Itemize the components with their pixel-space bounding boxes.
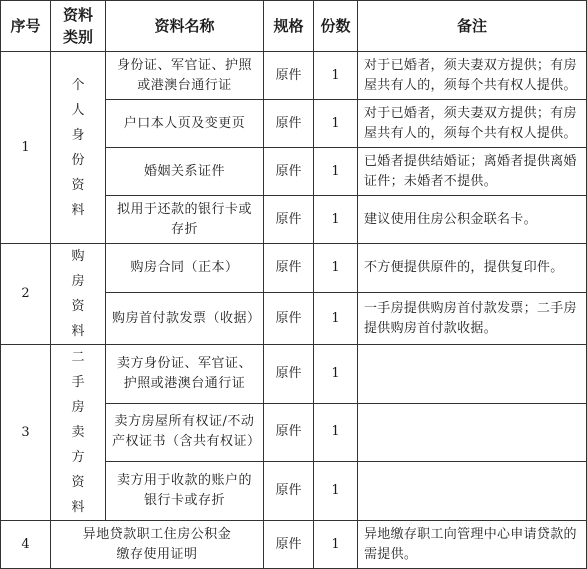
group-category-cell <box>51 52 106 244</box>
category-char: 料 <box>71 202 85 218</box>
remark-cell <box>358 403 587 462</box>
category-char: 身 <box>71 127 85 143</box>
material-name-cell: 卖方房屋所有权证/不动产权证书（含共有权证） <box>106 403 264 462</box>
spec-cell: 原件 <box>264 244 314 293</box>
table-row <box>1 345 587 404</box>
material-name-cell: 户口本人页及变更页 <box>106 100 264 148</box>
remark-cell: 不方便提供原件的，提供复印件。 <box>358 244 587 293</box>
remark-cell: 对于已婚者，须夫妻双方提供；有房屋共有人的，须每个共有权人提供。 <box>358 100 587 148</box>
spec-cell: 原件 <box>264 148 314 196</box>
copies-cell: 1 <box>314 345 358 404</box>
category-char: 方 <box>71 450 85 465</box>
header-category: 资料类别 <box>51 1 106 52</box>
category-char: 手 <box>71 375 85 390</box>
remark-cell: 已婚者提供结婚证；离婚者提供离婚证件；未婚者不提供。 <box>358 148 587 196</box>
remark-cell: 对于已婚者，须夫妻双方提供；有房屋共有人的，须每个共有权人提供。 <box>358 52 587 100</box>
copies-cell: 1 <box>314 521 358 569</box>
header-copies: 份数 <box>314 1 358 52</box>
category-char: 料 <box>71 324 85 339</box>
header-remark: 备注 <box>358 1 587 52</box>
copies-cell: 1 <box>314 462 358 521</box>
category-char: 资 <box>71 177 85 193</box>
material-name-cell: 购房首付款发票（收据） <box>106 293 264 345</box>
material-name-cell: 拟用于还款的银行卡或存折 <box>106 196 264 244</box>
category-char: 料 <box>71 500 85 515</box>
spec-cell: 原件 <box>264 403 314 462</box>
material-name-cell: 卖方身份证、军官证、护照或港澳台通行证 <box>106 345 264 404</box>
material-name-cell: 购房合同（正本） <box>106 244 264 293</box>
category-char: 卖 <box>71 425 85 440</box>
remark-cell <box>358 345 587 404</box>
header-row <box>1 1 587 52</box>
group-category-cell <box>51 345 106 521</box>
copies-cell: 1 <box>314 244 358 293</box>
copies-cell: 1 <box>314 148 358 196</box>
spec-cell: 原件 <box>264 345 314 404</box>
table-row <box>1 521 587 569</box>
spec-cell: 原件 <box>264 521 314 569</box>
copies-cell: 1 <box>314 100 358 148</box>
material-name-cell: 卖方用于收款的账户的银行卡或存折 <box>106 462 264 521</box>
category-char: 资 <box>71 475 85 490</box>
copies-cell: 1 <box>314 293 358 345</box>
table-row <box>1 52 587 100</box>
header-seq: 序号 <box>1 1 51 52</box>
category-char: 二 <box>71 350 85 365</box>
spec-cell: 原件 <box>264 52 314 100</box>
group-category-cell <box>51 244 106 345</box>
spec-cell: 原件 <box>264 100 314 148</box>
header-name: 资料名称 <box>106 1 264 52</box>
category-char: 房 <box>71 400 85 415</box>
group-seq-cell: 1 <box>1 52 51 244</box>
spec-cell: 原件 <box>264 462 314 521</box>
group-seq-cell: 3 <box>1 345 51 521</box>
spec-cell: 原件 <box>264 196 314 244</box>
category-char: 人 <box>71 102 85 118</box>
material-name-cell: 异地贷款职工住房公积金缴存使用证明 <box>51 521 264 569</box>
spec-cell: 原件 <box>264 293 314 345</box>
header-spec: 规格 <box>264 1 314 52</box>
table-row <box>1 244 587 293</box>
copies-cell: 1 <box>314 52 358 100</box>
category-char: 房 <box>71 274 85 289</box>
material-name-cell: 身份证、军官证、护照或港澳台通行证 <box>106 52 264 100</box>
category-char: 份 <box>71 152 85 168</box>
remark-cell <box>358 462 587 521</box>
category-char: 个 <box>71 77 85 93</box>
material-name-cell: 婚姻关系证件 <box>106 148 264 196</box>
copies-cell: 1 <box>314 196 358 244</box>
remark-cell: 异地缴存职工向管理中心申请贷款的需提供。 <box>358 521 587 569</box>
remark-cell: 建议使用住房公积金联名卡。 <box>358 196 587 244</box>
group-seq-cell: 4 <box>1 521 51 569</box>
category-char: 资 <box>71 299 85 314</box>
copies-cell: 1 <box>314 403 358 462</box>
remark-cell: 一手房提供购房首付款发票；二手房提供购房首付款收据。 <box>358 293 587 345</box>
category-char: 购 <box>71 249 85 264</box>
group-seq-cell: 2 <box>1 244 51 345</box>
